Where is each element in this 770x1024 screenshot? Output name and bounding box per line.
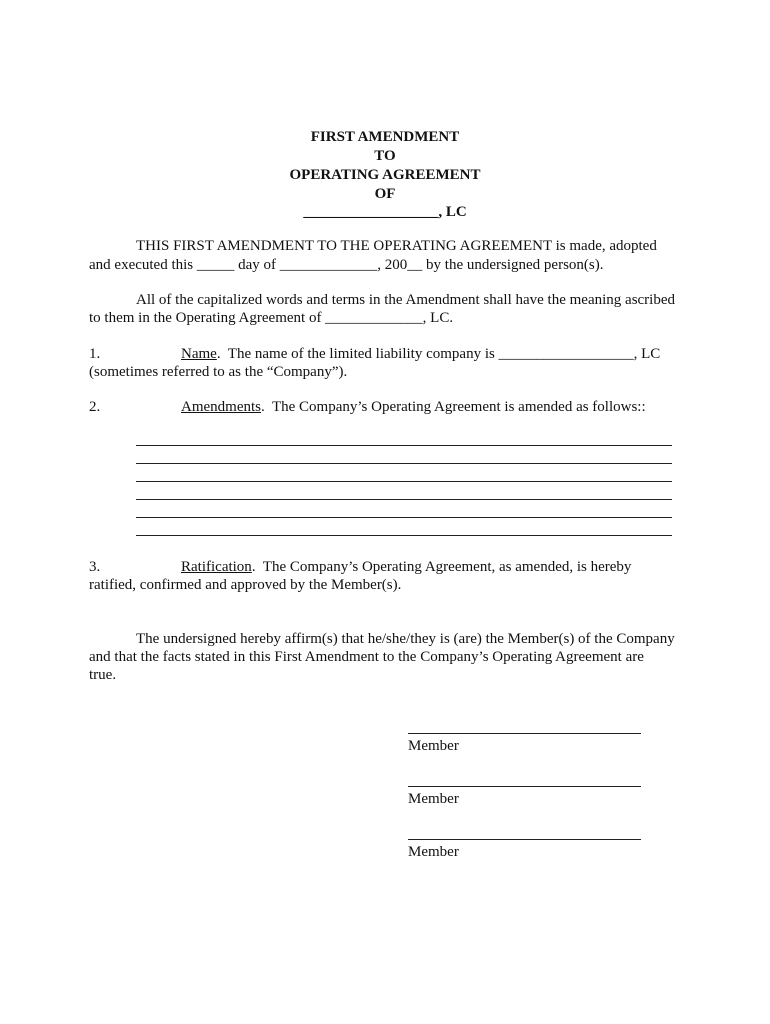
section-3-heading: Ratification	[181, 559, 252, 575]
signature-label-2: Member	[408, 791, 459, 807]
terms-line-1: All of the capitalized words and terms in the Amendment shall have the meaning ascribed	[136, 292, 676, 308]
affirmation-line-2: and that the facts stated in this First Amendment to the Company’s Operating Agreement are	[89, 649, 644, 665]
section-3-body	[181, 558, 631, 576]
section-2-body	[181, 398, 646, 416]
amendment-blank-line-6[interactable]	[136, 535, 672, 536]
section-1-text: . The name of the limited liability company is __________________, LC	[216, 346, 661, 362]
title-line-3: OPERATING AGREEMENT	[289, 167, 481, 183]
affirmation-line-1: The undersigned hereby affirm(s) that he/she/they is (are) the Member(s) of the Company	[136, 631, 675, 647]
signature-line-3[interactable]	[408, 839, 641, 840]
section-1-number: 1.	[89, 346, 101, 362]
section-1-body	[181, 345, 660, 363]
title-line-1: FIRST AMENDMENT	[310, 129, 460, 145]
terms-line-2: to them in the Operating Agreement of _____________, LC.	[89, 310, 454, 326]
company-name-blank: __________________, LC	[303, 204, 467, 220]
section-2-heading: Amendments	[181, 399, 261, 415]
amendment-blank-line-3[interactable]	[136, 481, 672, 482]
intro-line-2: and executed this _____ day of _____________, 200__ by the undersigned person(s).	[89, 257, 604, 273]
section-3-number: 3.	[89, 559, 101, 575]
section-2-text: . The Company’s Operating Agreement is amended as follows::	[261, 399, 646, 415]
section-1-line-2: (sometimes referred to as the “Company”).	[89, 364, 348, 380]
signature-label-3: Member	[408, 844, 459, 860]
amendment-blank-line-4[interactable]	[136, 499, 672, 500]
amendment-blank-line-5[interactable]	[136, 517, 672, 518]
amendment-blank-line-1[interactable]	[136, 445, 672, 446]
title-line-2: TO	[374, 148, 396, 164]
amendment-blank-line-2[interactable]	[136, 463, 672, 464]
section-3-text: . The Company’s Operating Agreement, as amended, is hereby	[251, 559, 632, 575]
signature-label-1: Member	[408, 738, 459, 754]
section-1-heading: Name	[181, 346, 217, 362]
signature-line-2[interactable]	[408, 786, 641, 787]
intro-line-1: THIS FIRST AMENDMENT TO THE OPERATING AGREEMENT is made, adopted	[136, 238, 657, 254]
signature-line-1[interactable]	[408, 733, 641, 734]
section-3-line-2: ratified, confirmed and approved by the Member(s).	[89, 577, 402, 593]
section-2-number: 2.	[89, 399, 101, 415]
title-line-4: OF	[374, 186, 396, 202]
affirmation-line-3: true.	[89, 667, 117, 683]
